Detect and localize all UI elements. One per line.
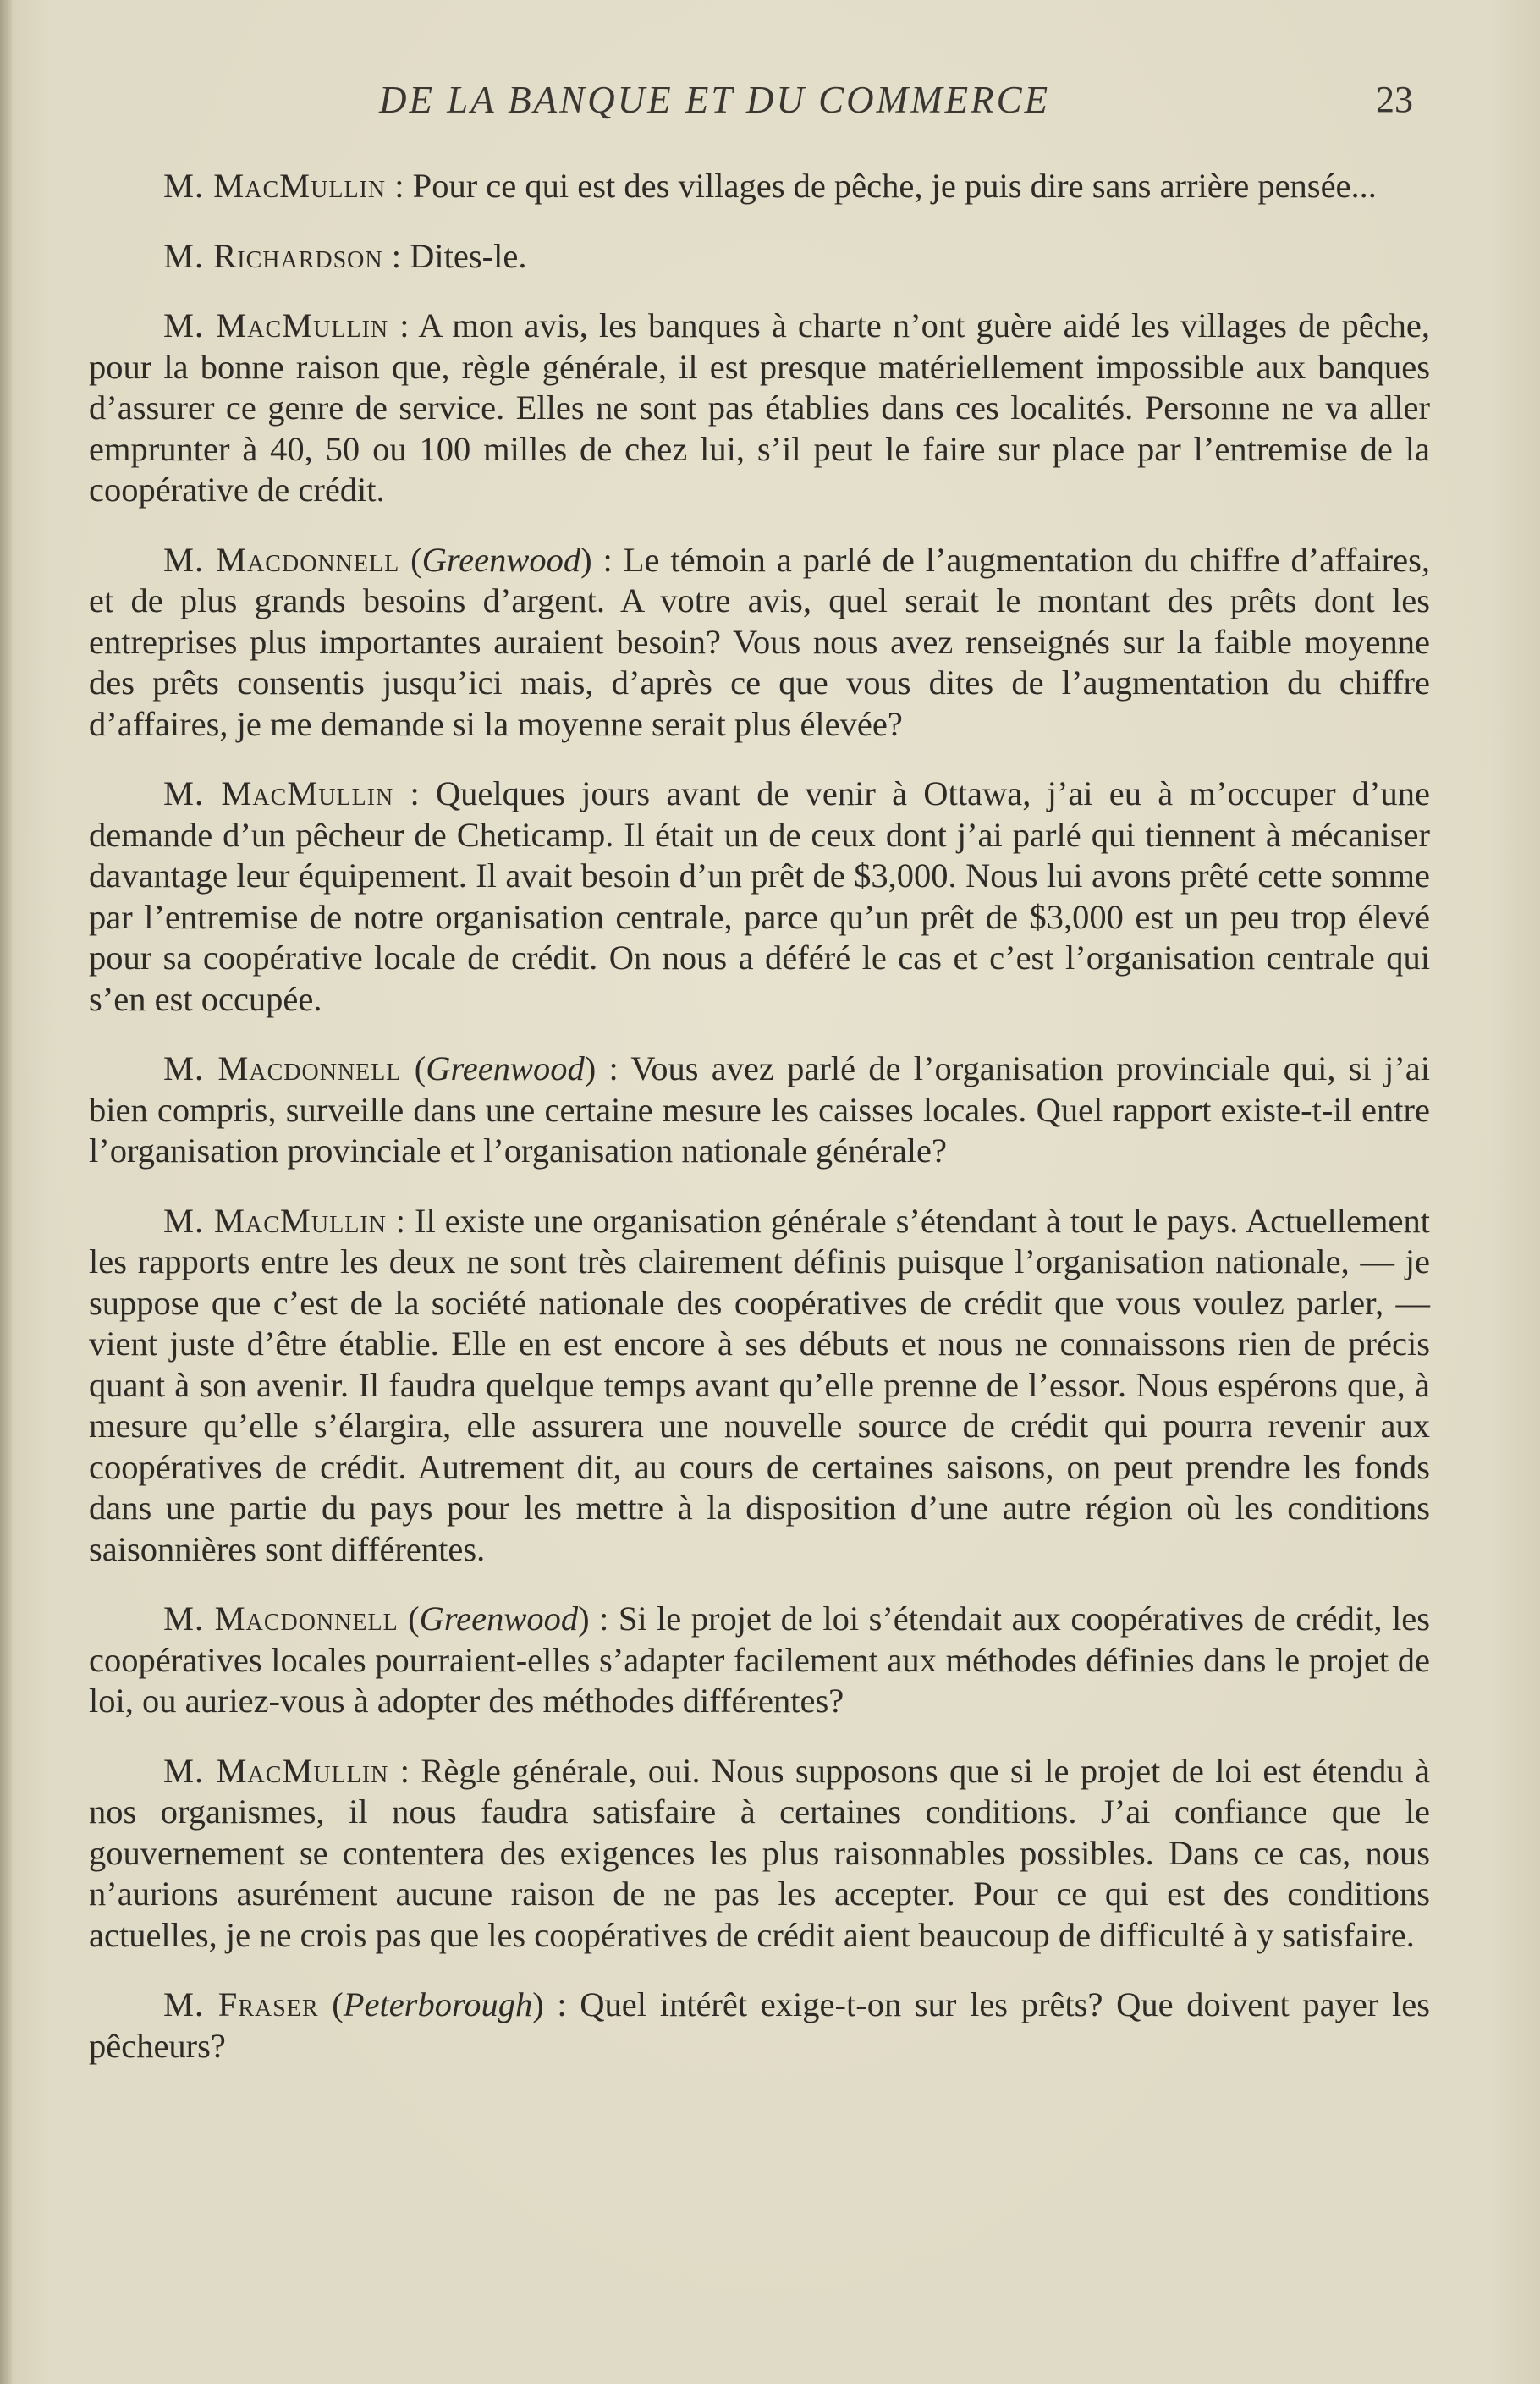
speech-text: Il existe une organisation générale s’étendant à tout le pays. Actuellement les rapports entre les deux ne sont très clairement définis puisque l’organisation nationale, — je suppose que c’est de la société nationale des coopératives de crédit que vous voulez parler, — vient juste d’être établie. Elle en est encore à ses débuts et nous ne connaissons rien de précis quant à son avenir. Il faudra quelque temps avant qu’elle prenne de l’essor. Nous espérons que, à mesure qu’elle s’élargira, elle assurera une nouvelle source de crédit qui pourra revenir aux coopératives de crédit. Autrement dit, au cours de certaines saisons, on peut prendre les fonds dans une partie du pays pour les mettre à la disposition d’une autre région où les conditions saisonnières sont différentes.	[89, 1201, 1431, 1568]
speech-text: Quelques jours avant de venir à Ottawa, j’ai eu à m’occuper d’une demande d’un pêcheur de Cheticamp. Il était un de ceux dont j’ai parlé qui tiennent à mécaniser davantage leur équipement. Il avait besoin d’un prêt de $3,000. Nous lui avons prêté cette somme par l’entremise de notre organisation centrale, parce qu’un prêt de $3,000 est un peu trop élevé pour sa coopérative locale de crédit. On nous a déféré le cas et c’est l’organisation centrale qui s’en est occupée.	[89, 774, 1430, 1018]
speaker-name: M. Richardson	[163, 236, 383, 275]
speaker-riding: Greenwood	[426, 1049, 585, 1087]
speaker-name: M. MacMullin	[163, 306, 389, 344]
transcript-paragraph: M. Macdonnell (Greenwood) : Le témoin a parlé de l’augmentation du chiffre d’affaires, et de plus grands besoins d’argent. A votre avis, quel serait le montant des prêts dont les entreprises plus importantes auraient besoin? Vous nous avez renseignés sur la faible moyenne des prêts consentis jusqu’ici mais, d’après ce que vous dites de l’augmentation du chiffre d’affaires, je me demande si la moyenne serait plus élevée?	[89, 540, 1430, 743]
speaker-name: M. MacMullin	[163, 167, 387, 205]
speaker-name: M. MacMullin	[163, 1751, 389, 1790]
page-number: 23	[1376, 79, 1413, 120]
speaker-name: M. Macdonnell	[163, 1599, 399, 1638]
transcript-paragraph: M. Richardson : Dites-le.	[163, 236, 527, 275]
speaker-name: M. Fraser	[163, 1985, 319, 2023]
speech-text: Règle générale, oui. Nous supposons que si le projet de loi est étendu à nos organismes, il nous faudra satisfaire à certaines conditions. J’ai confiance que le gouvernement se contentera des exigences les plus raisonnables possibles. Dans ce cas, nous n’aurions asurément aucune raison de ne pas les accepter. Pour ce qui est des conditions actuelles, je ne crois pas que les coopératives de crédit aient beaucoup de difficulté à y satisfaire.	[89, 1751, 1430, 1954]
speaker-riding: Peterborough	[343, 1985, 533, 2023]
transcript-paragraph: M. MacMullin : A mon avis, les banques à charte n’ont guère aidé les villages de pêche, pour la bonne raison que, règle générale, il est presque matériellement impossible aux banques d’assurer ce genre de service. Elles ne sont pas établies dans ces localités. Personne ne va aller emprunter à 40, 50 ou 100 milles de chez lui, s’il peut le faire sur place par l’entremise de la coopérative de crédit.	[89, 306, 1430, 509]
speaker-riding: Greenwood	[421, 540, 581, 579]
speaker-riding: Greenwood	[419, 1599, 579, 1638]
speaker-name: M. MacMullin	[163, 1201, 387, 1240]
transcript-paragraph: M. MacMullin : Quelques jours avant de venir à Ottawa, j’ai eu à m’occuper d’une demande d’un pêcheur de Cheticamp. Il était un de ceux dont j’ai parlé qui tiennent à mécaniser davantage leur équipement. Il avait besoin d’un prêt de $3,000. Nous lui avons prêté cette somme par l’entremise de notre organisation centrale, parce qu’un prêt de $3,000 est un peu trop élevé pour sa coopérative locale de crédit. On nous a déféré le cas et c’est l’organisation centrale qui s’en est occupée.	[89, 774, 1430, 1018]
speech-text: A mon avis, les banques à charte n’ont guère aidé les villages de pêche, pour la bonne raison que, règle générale, il est presque matériellement impossible aux banques d’assurer ce genre de service. Elles ne sont pas établies dans ces localités. Personne ne va aller emprunter à 40, 50 ou 100 milles de chez lui, s’il peut le faire sur place par l’entremise de la coopérative de crédit.	[89, 306, 1430, 509]
speaker-name: M. MacMullin	[163, 774, 394, 812]
speech-text: Le témoin a parlé de l’augmentation du chiffre d’affaires, et de plus grands besoins d’argent. A votre avis, quel serait le montant des prêts dont les entreprises plus importantes auraient besoin? Vous nous avez renseignés sur la faible moyenne des prêts consentis jusqu’ici mais, d’après ce que vous dites de l’augmentation du chiffre d’affaires, je me demande si la moyenne serait plus élevée?	[89, 540, 1430, 743]
speech-text: Quel intérêt exige-t-on sur les prêts? Que doivent payer les pêcheurs?	[89, 1985, 1430, 2065]
running-title: DE LA BANQUE ET DU COMMERCE	[379, 79, 1051, 121]
speech-text: Si le projet de loi s’étendait aux coopératives de crédit, les coopératives locales pourraient-elles s’adapter facilement aux méthodes définies dans le projet de loi, ou auriez-vous à adopter des méthodes différentes?	[89, 1599, 1430, 1720]
transcript-paragraph: M. MacMullin : Il existe une organisation générale s’étendant à tout le pays. Actuellement les rapports entre les deux ne sont très clairement définis puisque l’organisation nationale, — je suppose que c’est de la société nationale des coopératives de crédit que vous voulez parler, — vient juste d’être établie. Elle en est encore à ses débuts et nous ne connaissons rien de précis quant à son avenir. Il faudra quelque temps avant qu’elle prenne de l’essor. Nous espérons que, à mesure qu’elle s’élargira, elle assurera une nouvelle source de crédit qui pourra revenir aux coopératives de crédit. Autrement dit, au cours de certaines saisons, on peut prendre les fonds dans une partie du pays pour les mettre à la disposition d’une autre région où les conditions saisonnières sont différentes.	[89, 1201, 1431, 1568]
speaker-name: M. Macdonnell	[163, 540, 400, 579]
transcript-body	[89, 166, 1430, 2095]
transcript-paragraph: M. Macdonnell (Greenwood) : Vous avez parlé de l’organisation provinciale qui, si j’ai bien compris, surveille dans une certaine mesure les caisses locales. Quel rapport existe-t-il entre l’organisation provinciale et l’organisation nationale générale?	[89, 1049, 1430, 1170]
transcript-paragraph: M. MacMullin : Pour ce qui est des villages de pêche, je puis dire sans arrière pensée...	[163, 167, 1377, 205]
speech-text: Pour ce qui est des villages de pêche, je puis dire sans arrière pensée...	[412, 167, 1377, 205]
transcript-paragraph: M. Fraser (Peterborough) : Quel intérêt exige-t-on sur les prêts? Que doivent payer les pêcheurs?	[89, 1985, 1430, 2065]
transcript-paragraph: M. Macdonnell (Greenwood) : Si le projet de loi s’étendait aux coopératives de crédit, les coopératives locales pourraient-elles s’adapter facilement aux méthodes définies dans le projet de loi, ou auriez-vous à adopter des méthodes différentes?	[89, 1599, 1430, 1720]
speech-text: Dites-le.	[410, 236, 527, 275]
speaker-name: M. Macdonnell	[163, 1049, 402, 1087]
speech-text: Vous avez parlé de l’organisation provinciale qui, si j’ai bien compris, surveille dans une certaine mesure les caisses locales. Quel rapport existe-t-il entre l’organisation provinciale et l’organisation nationale générale?	[89, 1049, 1430, 1170]
binding-edge	[0, 0, 12, 2384]
transcript-paragraph: M. MacMullin : Règle générale, oui. Nous supposons que si le projet de loi est étendu à nos organismes, il nous faudra satisfaire à certaines conditions. J’ai confiance que le gouvernement se contentera des exigences les plus raisonnables possibles. Dans ce cas, nous n’aurions asurément aucune raison de ne pas les accepter. Pour ce qui est des conditions actuelles, je ne crois pas que les coopératives de crédit aient beaucoup de difficulté à y satisfaire.	[89, 1751, 1430, 1954]
page-header	[0, 78, 1540, 129]
